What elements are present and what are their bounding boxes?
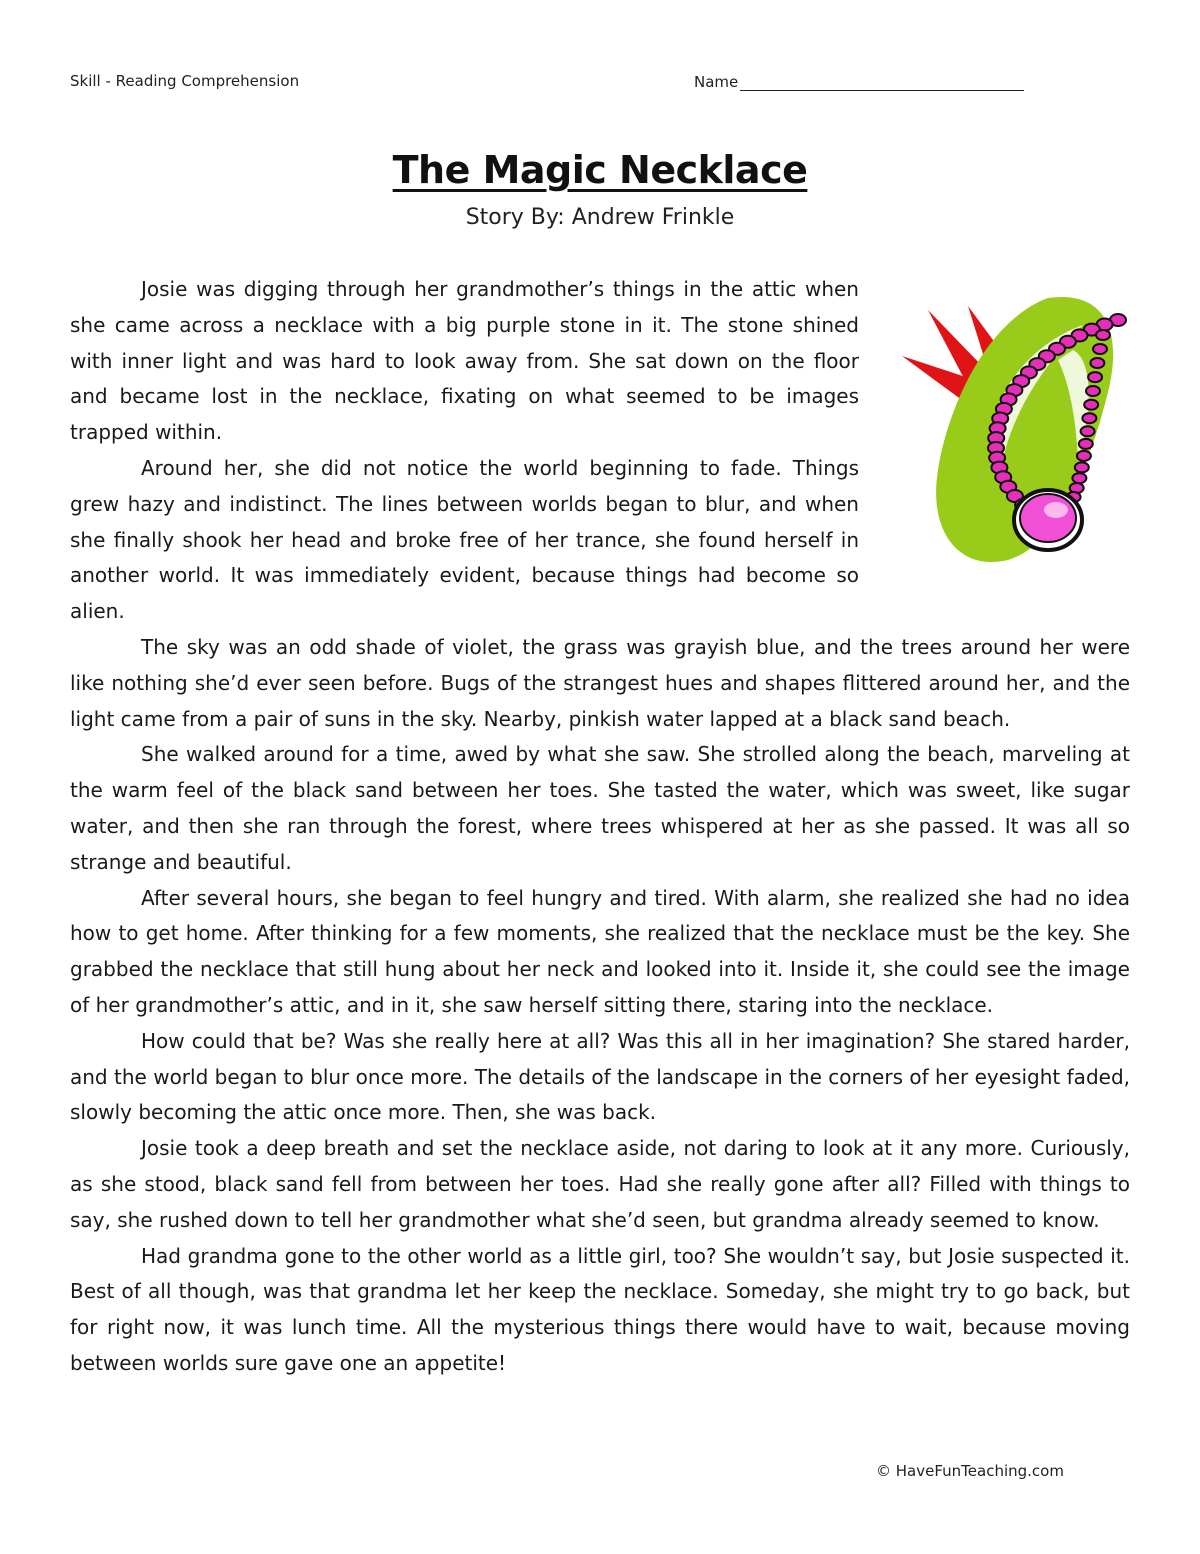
bead: [1090, 358, 1104, 368]
bead: [1077, 451, 1091, 461]
pendant-highlight: [1044, 502, 1068, 518]
bead: [1084, 400, 1098, 410]
bead: [1081, 426, 1095, 436]
bead: [1096, 330, 1110, 340]
bead: [1088, 372, 1102, 382]
necklace-illustration: [898, 290, 1143, 580]
name-label: Name: [694, 73, 739, 91]
story-paragraph: After several hours, she began to feel hungry and tired. With alarm, she realized she had no idea how to get home. After thinking for a few moments, she realized that the necklace must be the key. She grabbed the necklace that still hung about her neck and looked into it. Inside it, she could see the image of her grandmother’s attic, and in it, she saw herself sitting there, staring into the necklace.: [70, 885, 1130, 1017]
copyright-footer: © HaveFunTeaching.com: [876, 1462, 1064, 1480]
skill-label: Skill - Reading Comprehension: [70, 72, 300, 90]
story-paragraph: She walked around for a time, awed by what she saw. She strolled along the beach, marveling at the warm feel of the black sand between her toes. She tasted the water, which was sweet, like sugar water, and then she ran through the forest, where trees whispered at her as she passed. It was all so strange and beautiful.: [70, 742, 1130, 874]
bead: [1072, 473, 1086, 483]
bead: [1075, 462, 1089, 472]
necklace-icon: [898, 290, 1143, 580]
bead: [1082, 413, 1096, 423]
bead: [1086, 386, 1100, 396]
pendant-stone: [1020, 494, 1076, 542]
story-paragraph: Josie took a deep breath and set the necklace aside, not daring to look at it any more. Curiously, as she stood, black sand fell from between her toes. Had she really gone after all? Filled with things to say, she rushed down to tell her grandmother what she’d seen, but grandma already seemed to know.: [70, 1136, 1130, 1232]
name-field: [694, 72, 1024, 91]
story-paragraph: The sky was an odd shade of violet, the grass was grayish blue, and the trees around her were like nothing she’d ever seen before. Bugs of the strangest hues and shapes flittered around her, and the light came from a pair of suns in the sky. Nearby, pinkish water lapped at a black sand beach.: [70, 634, 1130, 731]
story-paragraph: Josie was digging through her grandmother’s things in the attic when she came across a necklace with a big purple stone in it. The stone shined with inner light and was hard to look away from. She sat down on the floor and became lost in the necklace, fixating on what seemed to be images trapped within.: [70, 277, 859, 445]
story-paragraph: Around her, she did not notice the world beginning to fade. Things grew hazy and indistinct. The lines between worlds began to blur, and when she finally shook her head and broke free of her trance, she found herself in another world. It was immediately evident, because things had become so alien.: [70, 455, 859, 624]
bead: [1079, 439, 1093, 449]
story-paragraph: How could that be? Was she really here at all? Was this all in her imagination? She stared harder, and the world began to blur once more. The details of the landscape in the corners of her eyesight faded, slowly becoming the attic once more. Then, she was back.: [70, 1028, 1130, 1125]
story-byline: Story By: Andrew Frinkle: [465, 205, 735, 230]
page-title: The Magic Necklace: [392, 148, 808, 192]
bead: [1093, 344, 1107, 354]
name-blank-line: [740, 72, 1024, 91]
story-paragraph: Had grandma gone to the other world as a little girl, too? She wouldn’t say, but Josie suspected it. Best of all though, was that grandma let her keep the necklace. Someday, she might try to go back, but for right now, it was lunch time. All the mysterious things there would have to wait, because moving between worlds sure gave one an appetite!: [70, 1243, 1130, 1375]
